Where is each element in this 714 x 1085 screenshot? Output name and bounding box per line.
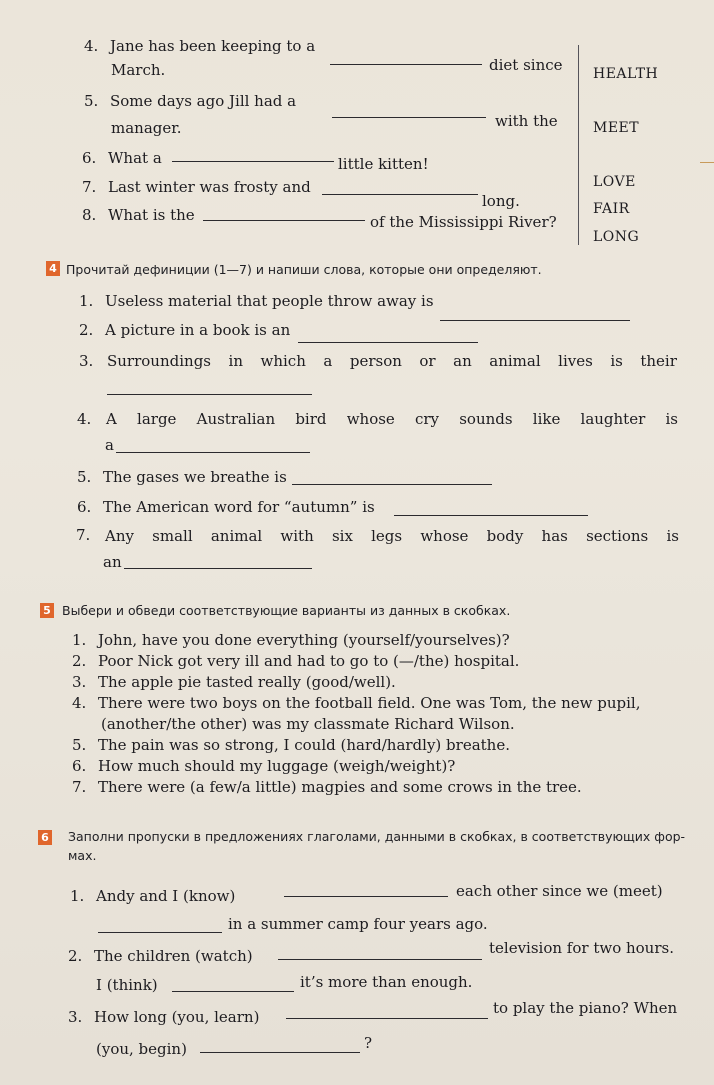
task5-item-4: 4. There were two boys on the football field. One was Tom, the new pupil, bbox=[72, 694, 641, 712]
task3-item-4-line2: March. bbox=[111, 61, 166, 79]
task6-item-1-tail: each other since we (meet) bbox=[456, 882, 663, 900]
answer-blank[interactable] bbox=[330, 52, 482, 65]
task6-item-2-tail: television for two hours. bbox=[489, 939, 674, 957]
task6-item-2-line2-tail: it’s more than enough. bbox=[300, 973, 473, 991]
task5-item-6: 6. How much should my luggage (weigh/weight)? bbox=[72, 757, 456, 775]
task3-item-4-line1: 4. Jane has been keeping to a bbox=[84, 37, 316, 55]
task6-item-3-line2: (you, begin) bbox=[96, 1040, 187, 1058]
task3-item-8: 8. What is the bbox=[82, 206, 195, 224]
task3-item-7: 7. Last winter was frosty and bbox=[82, 178, 311, 196]
answer-blank[interactable] bbox=[440, 308, 630, 321]
answer-blank[interactable] bbox=[284, 884, 448, 897]
task5-item-3: 3. The apple pie tasted really (good/well). bbox=[72, 673, 396, 691]
answer-blank[interactable] bbox=[292, 472, 492, 485]
task4-item-5: 5. The gases we breathe is bbox=[77, 468, 287, 486]
word-health: HEALTH bbox=[593, 66, 659, 82]
answer-blank[interactable] bbox=[124, 556, 312, 569]
task5-item-2: 2. Poor Nick got very ill and had to go to (—/the) hospital. bbox=[72, 652, 520, 670]
task6-item-1-line1: 1. Andy and I (know) bbox=[70, 887, 236, 905]
task6-item-3-line1: 3. How long (you, learn) bbox=[68, 1008, 260, 1026]
word-long: LONG bbox=[593, 229, 640, 245]
word-column-divider bbox=[578, 45, 579, 245]
task3-item-5-tail: with the bbox=[495, 112, 558, 130]
task4-item-4-line2: a bbox=[105, 436, 114, 454]
task5-item-4-cont[interactable]: (another/the other) was my classmate Richard Wilson. bbox=[101, 715, 515, 733]
task3-item-7-tail: long. bbox=[482, 192, 520, 210]
task4-item-3-line1: Surroundings in which a person or an animal lives is their bbox=[107, 352, 677, 370]
answer-blank[interactable] bbox=[298, 330, 478, 343]
word-love: LOVE bbox=[593, 174, 636, 190]
answer-blank[interactable] bbox=[98, 920, 222, 933]
task4-item-1: 1. Useless material that people throw away is bbox=[79, 292, 434, 310]
task6-item-2-line1: 2. The children (watch) bbox=[68, 947, 253, 965]
answer-blank[interactable] bbox=[172, 979, 294, 992]
task4-item-7-line2: an bbox=[103, 553, 122, 571]
task-instruction: Прочитай дефиниции (1—7) и напиши слова, которые они определяют. bbox=[66, 262, 542, 277]
task4-item-4-num: 4. bbox=[77, 410, 92, 428]
word-fair: FAIR bbox=[593, 201, 630, 217]
task-number-badge: 5 bbox=[40, 603, 54, 618]
page-edge-mark bbox=[700, 162, 714, 163]
task6-item-1-line2: in a summer camp four years ago. bbox=[228, 915, 488, 933]
task5-item-5: 5. The pain was so strong, I could (hard/hardly) breathe. bbox=[72, 736, 510, 754]
task6-item-3-tail: to play the piano? When bbox=[493, 999, 678, 1017]
answer-blank[interactable] bbox=[286, 1006, 488, 1019]
task3-item-5-line2: manager. bbox=[111, 119, 182, 137]
task-number-badge: 4 bbox=[46, 261, 60, 276]
task-instruction-line1: Заполни пропуски в предложениях глаголами, данными в скобках, в соответствующих фор- bbox=[68, 829, 686, 844]
task4-item-7-num: 7. bbox=[76, 526, 91, 544]
task3-item-6-tail: little kitten! bbox=[338, 155, 429, 173]
answer-blank[interactable] bbox=[200, 1040, 360, 1053]
answer-blank[interactable] bbox=[203, 208, 365, 221]
answer-blank[interactable] bbox=[322, 182, 478, 195]
task3-item-5-line1: 5. Some days ago Jill had a bbox=[84, 92, 297, 110]
task5-item-7: 7. There were (a few/a little) magpies and some crows in the tree. bbox=[72, 778, 582, 796]
answer-blank[interactable] bbox=[394, 503, 588, 516]
answer-blank[interactable] bbox=[332, 105, 486, 118]
task6-item-2-line2: I (think) bbox=[96, 976, 158, 994]
task4-item-3-num: 3. bbox=[79, 352, 94, 370]
answer-blank[interactable] bbox=[278, 947, 482, 960]
task4-item-6: 6. The American word for “autumn” is bbox=[77, 498, 375, 516]
answer-blank[interactable] bbox=[116, 440, 310, 453]
task5-item-1: 1. John, have you done everything (yourself/yourselves)? bbox=[72, 631, 510, 649]
task6-item-3-question-mark: ? bbox=[364, 1034, 373, 1052]
task4-item-7-line1: Any small animal with six legs whose body has sections is bbox=[105, 527, 679, 545]
task4-item-4-line1: A large Australian bird whose cry sounds like laughter is bbox=[106, 410, 678, 428]
answer-blank[interactable] bbox=[172, 149, 334, 162]
task3-item-6: 6. What a bbox=[82, 149, 162, 167]
task-instruction: Выбери и обведи соответствующие варианты из данных в скобках. bbox=[62, 603, 511, 618]
task3-item-4-tail: diet since bbox=[489, 56, 563, 74]
task-instruction-line2: мах. bbox=[68, 848, 97, 863]
task4-item-2: 2. A picture in a book is an bbox=[79, 321, 291, 339]
task3-item-8-tail: of the Mississippi River? bbox=[370, 213, 557, 231]
word-meet: MEET bbox=[593, 120, 640, 136]
answer-blank[interactable] bbox=[107, 382, 312, 395]
task-number-badge: 6 bbox=[38, 830, 52, 845]
